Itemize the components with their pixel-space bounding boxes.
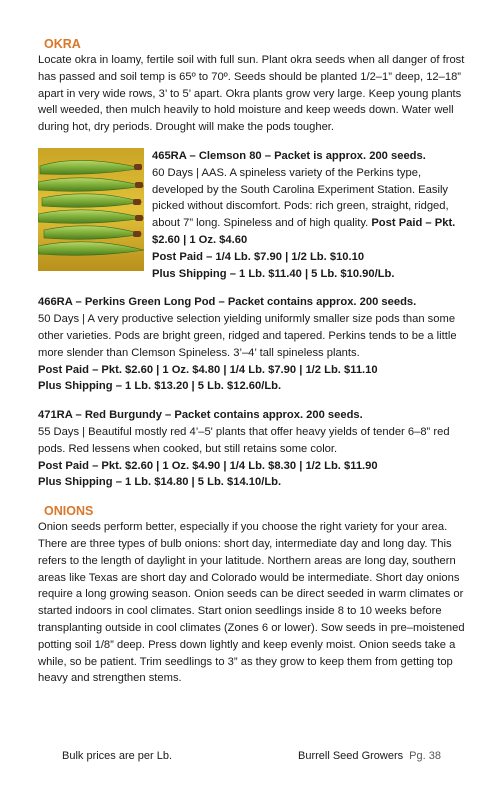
clemson-80-text [152,148,466,282]
item-description: 55 Days | Beautiful mostly red 4’–5' plants that offer heavy yields of tender 6–8” red pods. Red lessens when cooked, but still retains some color. [38,425,450,455]
item-price: Post Paid – Pkt. $2.60 | 1 Oz. $4.90 | 1/4 Lb. $8.30 | 1/2 Lb. $11.90 [38,459,378,472]
page-number: Pg. 38 [409,750,441,762]
okra-pods-image [38,148,144,271]
item-title: 471RA – Red Burgundy – Packet contains approx. 200 seeds. [38,409,363,422]
item-price: Post Paid – Pkt. $2.60 | 1 Oz. $4.80 | 1/4 Lb. $7.90 | 1/2 Lb. $11.10 [38,363,378,376]
catalog-page [38,36,466,687]
footer-note: Bulk prices are per Lb. [62,750,173,762]
item-title: 465RA – Clemson 80 – Packet is approx. 200 seeds. [152,149,426,162]
perkins-item [38,294,466,395]
onions-intro: Onion seeds perform better, especially if you choose the right variety for your area. There are three types of bulb onions: short day, intermediate day and long day. This refers to the length of daylight in your latitude. Northern areas are long day, southern areas like Texas are short day and Colorado would be intermediate. Short day onions require a long growing season. Onion seeds can be direct seeded in warm climates or started indoors in cool climates. Start onion seedlings inside 8 to 10 weeks before transplanting outside in cool climates (Zones 6 or lower). Sow seeds in pre–moistened potting soil 1/8” deep. Press down lightly and keep evenly moist. Onion seeds take a while, so be patient. Trim seedlings to 3” as they grow to keep them from getting top heavy and strengthen stems. [38,521,465,685]
clemson-80-item [38,148,466,282]
item-price: Plus Shipping – 1 Lb. $11.40 | 5 Lb. $10.90/Lb. [152,267,395,280]
item-price: Plus Shipping – 1 Lb. $13.20 | 5 Lb. $12.60/Lb. [38,380,282,393]
red-burgundy-item [38,407,466,491]
onions-heading: ONIONS [44,504,94,519]
item-price: Plus Shipping – 1 Lb. $14.80 | 5 Lb. $14.10/Lb. [38,476,282,489]
item-title: 466RA – Perkins Green Long Pod – Packet contains approx. 200 seeds. [38,296,417,309]
item-description: 50 Days | A very productive selection yielding uniformly smaller size pods than some other varieties. Pods are bright green, ridged and tapered. Perkins tends to be a little more slender than Clemson Spineless. 3’–4’ tall spineless plants. [38,313,457,359]
item-price: Post Paid – Pkt. $2.60 | 1 Oz. $4.60 [152,217,456,246]
footer-company: Burrell Seed Growers Pg. 38 [298,750,441,762]
item-price: Post Paid – 1/4 Lb. $7.90 | 1/2 Lb. $10.10 [152,250,365,263]
item-description: 60 Days | AAS. A spineless variety of the Perkins type, developed by the South Carolina Experiment Station. Easily picked without discomfort. Pods: rich green, straight, ridged, about 7” long. Spineless and of high quality. Post Paid – Pkt. $2.60 | 1 Oz. $4.60 [152,166,456,246]
okra-intro: Locate okra in loamy, fertile soil with full sun. Plant okra seeds when all danger of frost has passed and soil temp is 65º to 70º. Seeds should be planted 1/2–1” deep, 12–18” apart in very wide rows, 3’ to 5’ apart. Okra plants grow very large. Keep young plants well weeded, then mulch heavily to hold moisture and keep weeds down. Water well during hot, dry periods. Drought will make the pods tougher. [38,54,465,134]
okra-heading: OKRA [44,37,81,51]
